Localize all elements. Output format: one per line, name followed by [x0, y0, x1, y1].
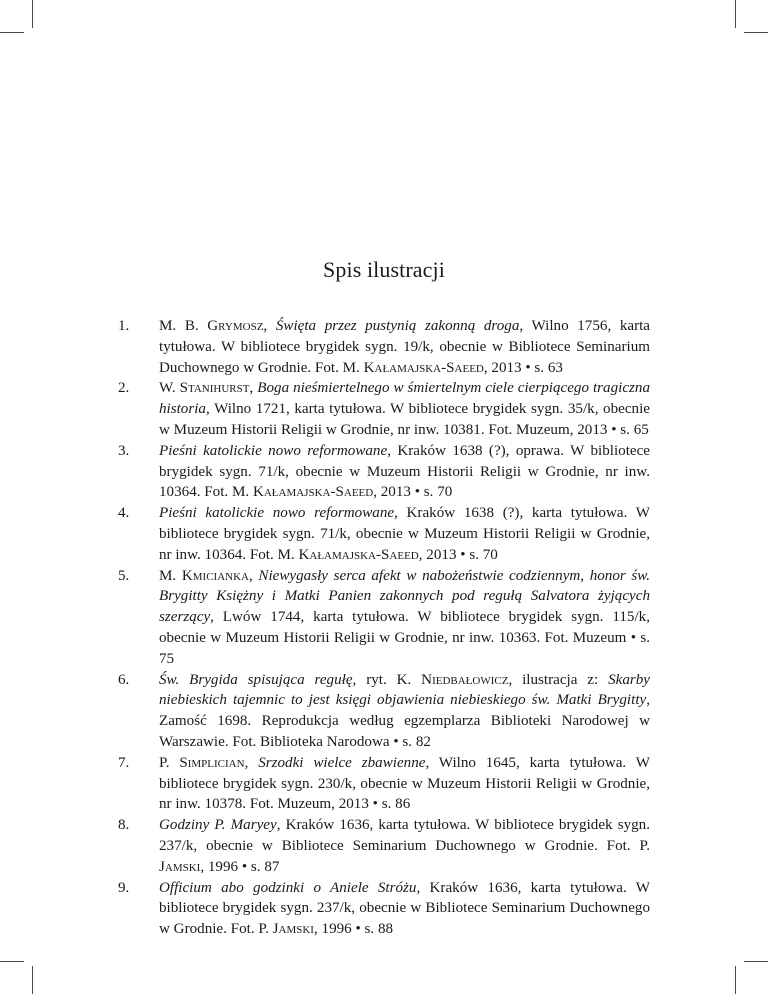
- list-item-number: 9.: [118, 879, 130, 896]
- list-item: [118, 378, 650, 440]
- work-title: Godziny P. Maryey: [159, 817, 277, 834]
- entry-text: , Kraków 1638 (?), oprawa. W bibliotece brygidek sygn. 71/k, obecnie w Muzeum Historii Religii w Grodnie, nr inw. 10364. Fot. M.: [159, 442, 650, 501]
- list-item-number: 4.: [118, 505, 130, 522]
- list-item: [118, 878, 650, 940]
- list-item-text: [159, 318, 650, 376]
- entry-text: , Wilno 1721, karta tytułowa. W bibliotece brygidek sygn. 35/k, obecnie w Muzeum Historii Religii w Grodnie, nr inw. 10381. Fot. Muzeum, 2013 • s. 65: [159, 401, 650, 438]
- list-item-text: [159, 380, 650, 438]
- entry-text: , Wilno 1645, karta tytułowa. W bibliotece brygidek sygn. 230/k, obecnie w Muzeum Historii Religii w Grodnie, nr inw. 10378. Fot. Muzeum, 2013 • s. 86: [159, 754, 650, 813]
- crop-mark: [744, 32, 768, 33]
- work-title: Święta przez pustynią zakonną droga: [275, 318, 520, 334]
- author-name: Kmicianka: [181, 567, 249, 584]
- work-title: Srzodki wielce zbawienne: [258, 754, 426, 771]
- work-title: Niewygasły serca afekt w nabożeństwie codziennym, honor św. Brygitty Księżny i Matki Panien zakonnych pod regułą Salvatora żyjących szerzący: [159, 567, 651, 626]
- list-item-text: [159, 817, 650, 875]
- list-item-number: 2.: [118, 380, 130, 397]
- entry-text: ,: [263, 318, 276, 334]
- author-name: Grymosz: [207, 318, 264, 334]
- entry-text: , 1996 • s. 87: [200, 858, 280, 875]
- entry-text: , Zamość 1698. Reprodukcja według egzemplarza Biblioteki Narodowej w Warszawie. Fot. Biblioteka Narodowa • s. 82: [159, 692, 650, 750]
- entry-text: , 1996 • s. 88: [313, 921, 394, 938]
- list-item-text: [159, 880, 650, 938]
- entry-text: , Wilno 1756, karta tytułowa. W bibliotece brygidek sygn. 19/k, obecnie w Bibliotece Seminarium Duchownego w Grodnie. Fot. M.: [159, 318, 651, 376]
- entry-text: ,: [248, 567, 259, 584]
- list-item-text: [159, 755, 650, 813]
- entry-text: , 2013 • s. 70: [418, 546, 498, 563]
- author-name: Kałamajska-Saeed: [252, 484, 374, 501]
- crop-mark: [735, 0, 736, 28]
- entry-text: W.: [159, 380, 180, 397]
- page-title: Spis ilustracji: [323, 257, 445, 282]
- list-item: [118, 441, 650, 503]
- list-item: [118, 815, 650, 877]
- entry-text: ,: [249, 380, 258, 397]
- entry-text: P.: [159, 754, 180, 771]
- crop-mark: [32, 966, 33, 994]
- crop-mark: [735, 966, 736, 994]
- list-item: [118, 503, 650, 565]
- work-title: Skarby niebieskich tajemnic to jest księgi objawienia niebieskiego św. Matki Brygitty: [159, 671, 650, 709]
- list-item: [118, 316, 650, 378]
- crop-mark: [0, 961, 24, 962]
- work-title: Św. Brygida spisująca regułę: [159, 671, 353, 688]
- entry-text: , 2013 • s. 70: [373, 484, 453, 501]
- list-item-number: 5.: [118, 567, 130, 584]
- list-item: [118, 753, 650, 815]
- author-name: Jamski: [159, 858, 201, 875]
- list-item: [118, 670, 650, 753]
- work-title: Officium abo godzinki o Aniele Stróżu: [159, 879, 417, 896]
- author-name: Stanihurst: [179, 380, 250, 397]
- crop-mark: [744, 961, 768, 962]
- entry-text: , Kraków 1636, karta tytułowa. W bibliotece brygidek sygn. 237/k, obecnie w Bibliotece Seminarium Duchownego w Grodnie. Fot. P.: [159, 817, 650, 854]
- author-name: Simplician: [179, 754, 245, 771]
- entry-text: , Lwów 1744, karta tytułowa. W bibliotece brygidek sygn. 115/k, obecnie w Muzeum Historii Religii w Grodnie, nr inw. 10363. Fot. Muzeum • s. 75: [159, 609, 650, 667]
- author-name: Kałamajska-Saeed: [298, 546, 419, 563]
- crop-mark: [32, 0, 33, 28]
- work-title: Boga nieśmiertelnego w śmiertelnym ciele cierpiącego tragiczna historia: [159, 380, 650, 418]
- entry-text: M. B.: [159, 318, 208, 334]
- illustration-list: [118, 316, 650, 940]
- entry-text: ,: [244, 754, 259, 771]
- list-item-number: 3.: [118, 442, 130, 459]
- list-item: [118, 566, 650, 670]
- author-name: Jamski: [272, 921, 314, 938]
- crop-mark: [0, 32, 24, 33]
- list-item-text: [159, 443, 650, 501]
- work-title: Pieśni katolickie nowo reformowane: [159, 505, 395, 522]
- list-item-number: 8.: [118, 817, 130, 834]
- list-item-number: 6.: [118, 671, 130, 688]
- list-item-text: [159, 568, 650, 667]
- author-name: Kałamajska-Saeed: [363, 359, 484, 376]
- entry-text: , ryt. K.: [352, 671, 422, 688]
- entry-text: M.: [159, 567, 182, 584]
- list-item-number: 1.: [118, 318, 130, 334]
- entry-text: , 2013 • s. 63: [483, 359, 563, 376]
- entry-text: , Kraków 1638 (?), karta tytułowa. W bibliotece brygidek sygn. 71/k, obecnie w Muzeum Historii Religii w Grodnie, nr inw. 10364. Fot. M.: [159, 505, 650, 563]
- list-item-text: [159, 505, 650, 563]
- list-item-text: [159, 672, 650, 750]
- entry-text: , Kraków 1636, karta tytułowa. W bibliotece brygidek sygn. 237/k, obecnie w Bibliotece Seminarium Duchownego w Grodnie. Fot. P.: [159, 879, 650, 938]
- entry-text: , ilustracja z:: [508, 671, 609, 688]
- list-item-number: 7.: [118, 754, 130, 771]
- author-name: Niedbałowicz: [421, 671, 509, 688]
- work-title: Pieśni katolickie nowo reformowane: [159, 442, 388, 459]
